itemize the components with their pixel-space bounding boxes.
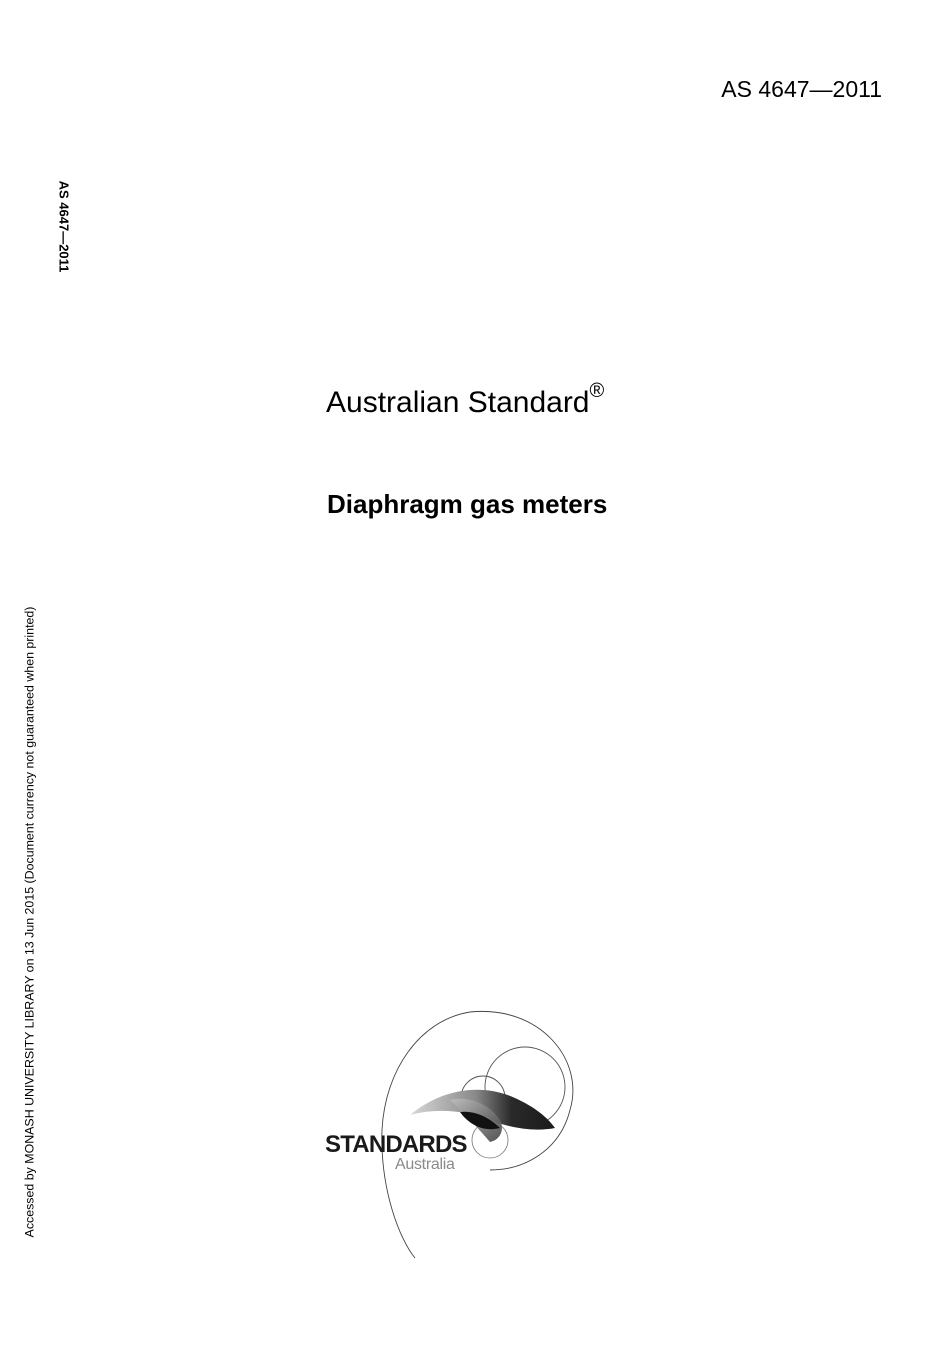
logo-wordmark-line2: Australia: [395, 1156, 455, 1173]
standards-australia-logo: [310, 1000, 600, 1270]
registered-mark: ®: [589, 380, 605, 402]
spine-document-code-text: AS 4647—2011: [56, 180, 72, 272]
series-name: Australian Standard: [326, 386, 590, 419]
access-notice-text: Accessed by MONASH UNIVERSITY LIBRARY on 13 Jun 2015 (Document currency not guaranteed when printed): [22, 606, 36, 1238]
standards-australia-logo-graphic: [310, 1000, 600, 1270]
spine-document-code: [56, 170, 72, 282]
document-title: Diaphragm gas meters: [327, 489, 608, 519]
document-code: AS 4647—2011: [721, 76, 882, 102]
logo-wordmark-line1: STANDARDS: [325, 1131, 467, 1158]
standard-series-title: [326, 380, 605, 420]
access-notice: [20, 596, 38, 1248]
